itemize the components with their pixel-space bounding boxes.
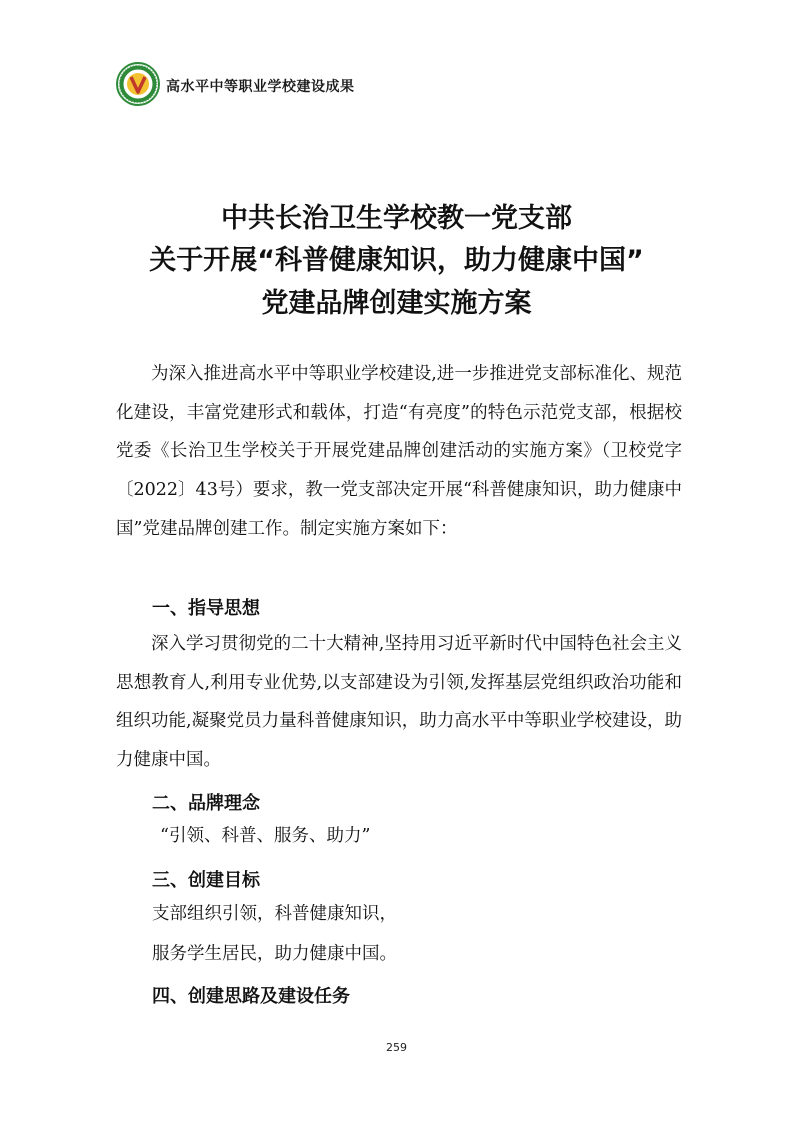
document-title-line1: 中共长治卫生学校教一党支部 [221, 203, 572, 234]
intro-paragraph: 为深入推进高水平中等职业学校建设,进一步推进党支部标准化、规范化建设，丰富党建形式和载体，打造“有亮度”的特色示范党支部，根据校党委《长治卫生学校关于开展党建品牌创建活动的实施方案》（卫校党字〔2022〕43号）要求，教一党支部决定开展“科普健康知识，助力健康中国”党建品牌创建工作。制定实施方案如下： [116, 364, 682, 539]
section-paragraph-guiding-ideology: 深入学习贯彻党的二十大精神,坚持用习近平新时代中国特色社会主义思想教育人,利用专业优势,以支部建设为引领,发挥基层党组织政治功能和组织功能,凝聚党员力量科普健康知识，助力高水平中等职业学校建设，助力健康中国。 [116, 634, 682, 771]
brand-concept-text: “引领、科普、服务、助力” [160, 826, 371, 846]
section-heading-goals: 三、创建目标 [152, 870, 260, 891]
school-emblem-icon [116, 62, 160, 106]
section-heading-brand-concept: 二、品牌理念 [152, 793, 260, 814]
header-school-name: 高水平中等职业学校建设成果 [166, 79, 355, 95]
document-title-line2: 关于开展“科普健康知识，助力健康中国” [149, 245, 644, 276]
section-heading-approach-tasks: 四、创建思路及建设任务 [152, 986, 350, 1007]
page-header [112, 62, 712, 112]
goal-line: 服务学生居民，助力健康中国。 [152, 944, 397, 964]
section-heading-guiding-ideology: 一、指导思想 [152, 598, 260, 619]
page-number: 259 [386, 1041, 407, 1054]
goal-line: 支部组织引领，科普健康知识， [152, 904, 397, 924]
document-title-line3: 党建品牌创建实施方案 [261, 288, 532, 319]
